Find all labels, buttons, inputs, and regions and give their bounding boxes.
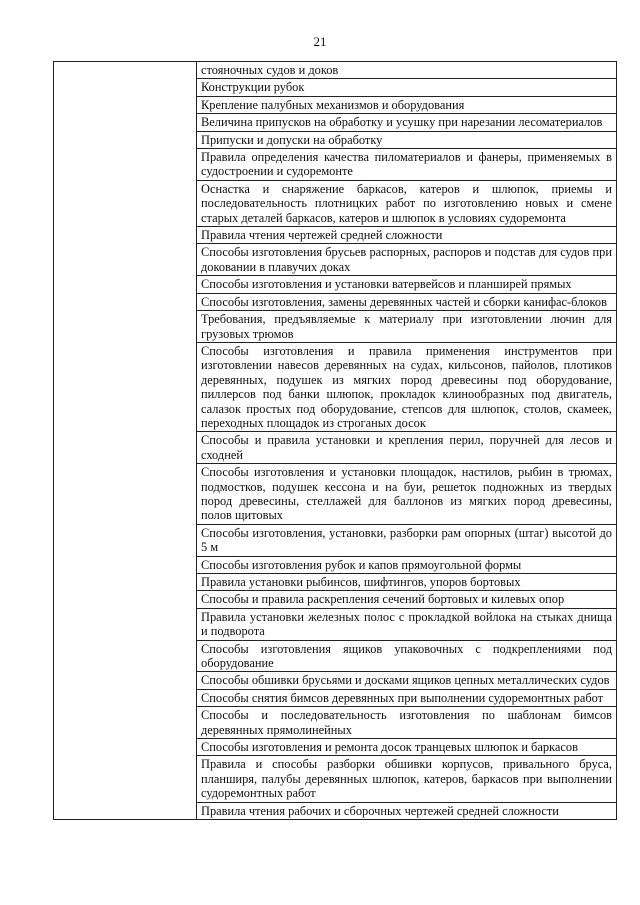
requirement-cell bbox=[197, 276, 617, 293]
requirement-text: Способы изготовления и ремонта досок транцевых шлюпок и баркасов bbox=[201, 740, 578, 755]
requirement-cell bbox=[197, 342, 617, 431]
requirement-cell bbox=[197, 739, 617, 756]
table-row bbox=[54, 62, 617, 79]
requirement-cell bbox=[197, 432, 617, 464]
requirement-cell bbox=[197, 131, 617, 148]
requirement-text: Правила чтения рабочих и сборочных чертежей средней сложности bbox=[201, 803, 559, 818]
left-column-cell bbox=[54, 62, 197, 820]
requirement-text: Способы изготовления и установки ватервейсов и планширей прямых bbox=[201, 277, 572, 292]
requirement-text: Способы изготовления, установки, разборки рам опорных (штаг) высотой до 5 м bbox=[201, 525, 612, 555]
requirement-cell bbox=[197, 244, 617, 276]
requirement-cell bbox=[197, 96, 617, 113]
requirement-cell bbox=[197, 62, 617, 79]
requirement-cell bbox=[197, 574, 617, 591]
requirement-text: Правила установки рыбинсов, шифтингов, упоров бортовых bbox=[201, 575, 521, 589]
table-body bbox=[54, 62, 617, 820]
requirement-text: Правила установки железных полос с прокладкой войлока на стыках днища и подворота bbox=[201, 609, 612, 639]
requirement-text: Требования, предъявляемые к материалу при изготовлении лючин для грузовых трюмов bbox=[201, 312, 612, 341]
requirement-cell bbox=[197, 524, 617, 556]
requirement-text: Правила чтения чертежей средней сложности bbox=[201, 228, 443, 243]
requirement-text: Способы и правила раскрепления сечений бортовых и килевых опор bbox=[201, 592, 565, 607]
requirement-cell bbox=[197, 464, 617, 525]
requirement-cell bbox=[197, 756, 617, 802]
requirement-text: Величина припусков на обработку и усушку при нарезании лесоматериалов bbox=[201, 115, 603, 130]
requirement-text: Способы изготовления брусьев распорных, распоров и подстав для судов при доковании в плавучих доках bbox=[201, 245, 612, 274]
requirement-text: Правила и способы разборки обшивки корпусов, привального бруса, планширя, палубы деревянных шлюпок, катеров, баркасов при выполнении судоремонтных работ bbox=[201, 757, 612, 801]
requirement-cell bbox=[197, 293, 617, 310]
requirement-cell bbox=[197, 802, 617, 819]
requirement-text: стояночных судов и доков bbox=[201, 63, 339, 77]
requirement-text: Оснастка и снаряжение баркасов, катеров и шлюпок, приемы и последовательность плотницких работ по изготовлению новых и смене старых деталей баркасов, катеров и шлюпок в условиях судоремонта bbox=[201, 181, 612, 225]
requirement-cell bbox=[197, 608, 617, 640]
requirement-cell bbox=[197, 114, 617, 131]
requirement-text: Способы изготовления рубок и капов прямоугольной формы bbox=[201, 557, 522, 572]
requirement-cell bbox=[197, 556, 617, 573]
requirement-text: Способы и правила установки и крепления перил, поручней для лесов и сходней bbox=[201, 433, 612, 462]
requirement-cell bbox=[197, 227, 617, 244]
requirement-text: Правила определения качества пиломатериалов и фанеры, применяемых в судостроении и судоремонте bbox=[201, 150, 612, 179]
requirement-cell bbox=[197, 591, 617, 608]
requirement-text: Припуски и допуски на обработку bbox=[201, 132, 383, 147]
requirement-cell bbox=[197, 311, 617, 343]
requirement-cell bbox=[197, 689, 617, 706]
requirement-text: Способы изготовления и установки площадок, настилов, рыбин в трюмах, подмостков, подушек кессона и на буи, решеток подножных из твердых пород древесины, стеллажей для баллонов из мягких пород древесины, полов щитовых bbox=[201, 465, 612, 523]
requirement-text: Крепление палубных механизмов и оборудования bbox=[201, 97, 465, 112]
requirement-text: Способы изготовления ящиков упаковочных с подкреплениями под оборудование bbox=[201, 641, 612, 671]
requirement-cell bbox=[197, 672, 617, 689]
requirement-cell bbox=[197, 707, 617, 739]
requirement-text: Способы изготовления, замены деревянных частей и сборки канифас-блоков bbox=[201, 294, 607, 309]
requirement-text: Способы снятия бимсов деревянных при выполнении судоремонтных работ bbox=[201, 690, 604, 705]
page-number: 21 bbox=[313, 34, 327, 49]
requirement-text: Конструкции рубок bbox=[201, 80, 305, 95]
requirement-cell bbox=[197, 640, 617, 672]
requirement-cell bbox=[197, 79, 617, 96]
requirement-text: Способы и последовательность изготовления по шаблонам бимсов деревянных прямолинейных bbox=[201, 708, 612, 737]
requirement-text: Способы обшивки брусьями и досками ящиков цепных металлических судов bbox=[201, 673, 610, 688]
requirements-table bbox=[53, 61, 617, 820]
requirement-cell bbox=[197, 149, 617, 181]
requirement-text: Способы изготовления и правила применения инструментов при изготовлении навесов деревянных на судах, кильсонов, пайолов, плотиков деревянных, подушек из мягких пород древесины под оборудование, пиллерсов под банки шлюпок, прокладок клинообразных под двигатель, салазок простых под оборудование, степсов для шлюпок, столов, скамеек, переходных площадок из строганых досок bbox=[201, 343, 612, 430]
requirement-cell bbox=[197, 180, 617, 226]
